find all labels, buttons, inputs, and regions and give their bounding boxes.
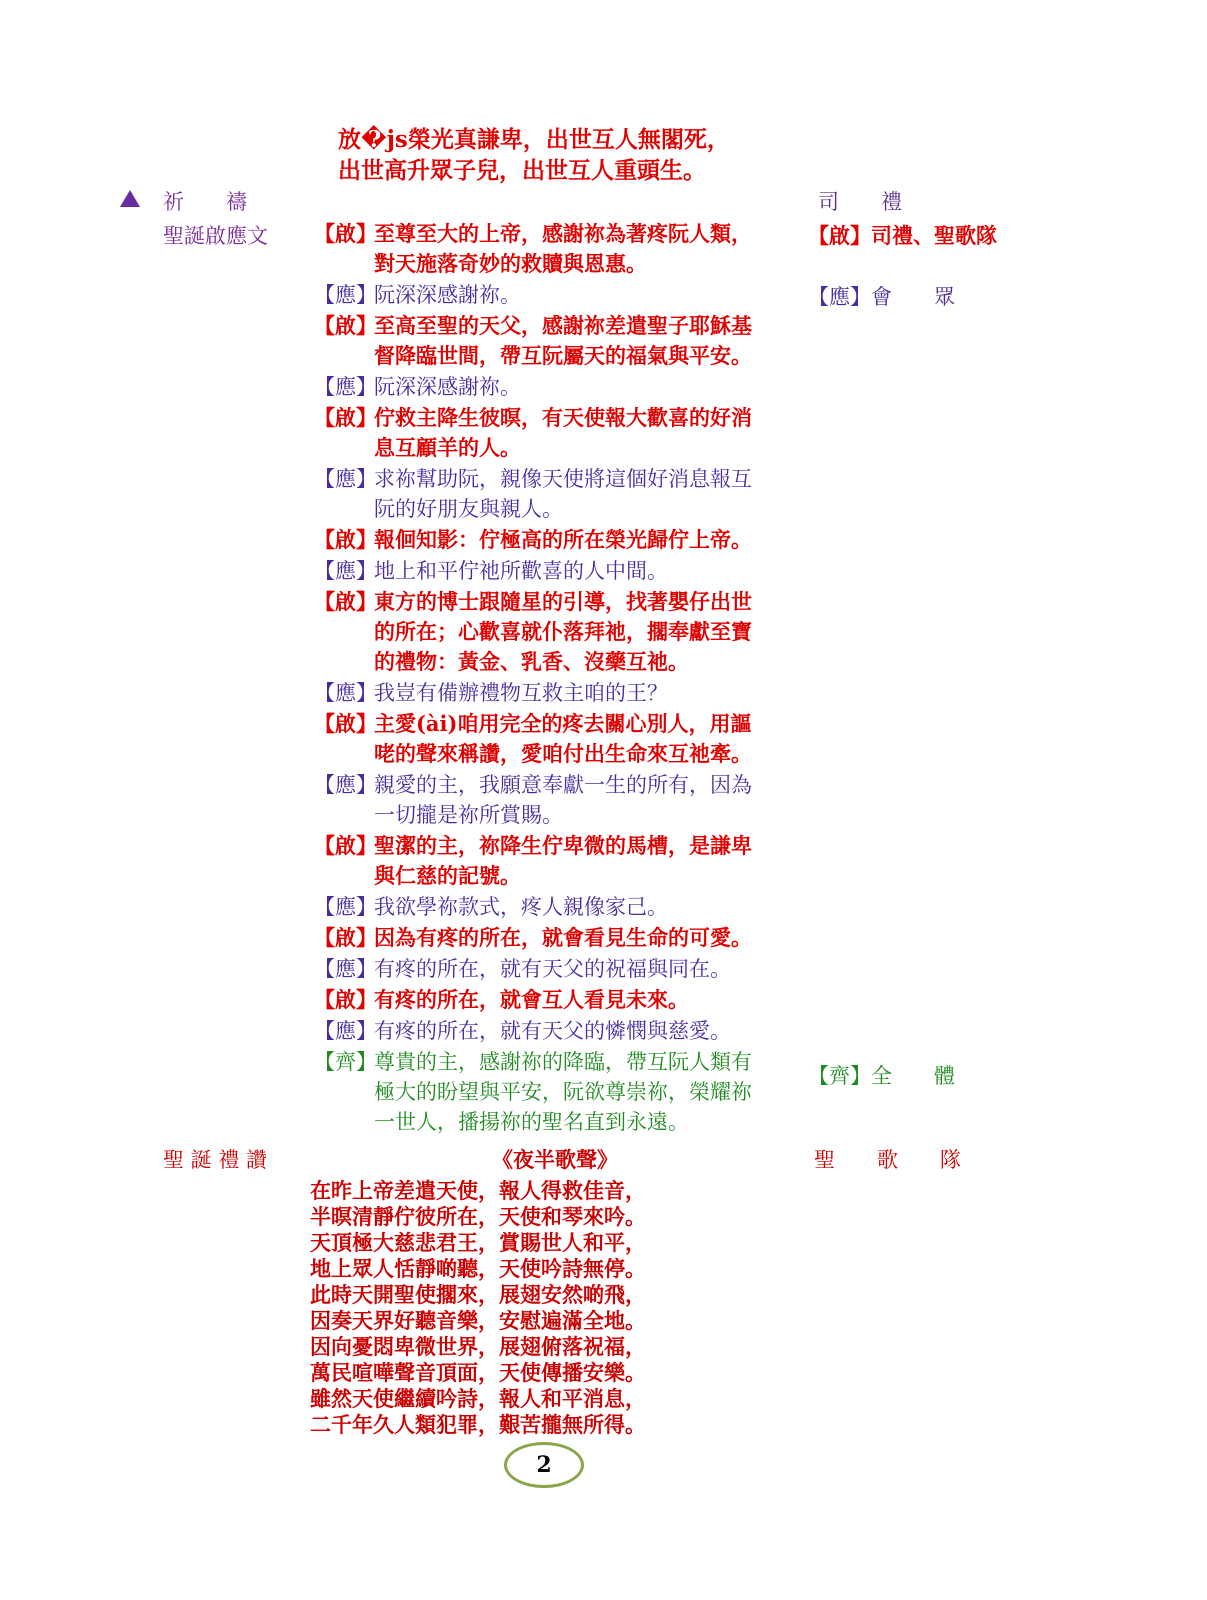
- responsive-text: 的禮物：黃金、乳香、沒藥互祂。: [374, 649, 689, 674]
- responsive-text: 督降臨世間，帶互阮屬天的福氣與平安。: [374, 343, 752, 368]
- responsive-line-continued: [314, 249, 804, 279]
- responsive-line-continued: [314, 1077, 804, 1107]
- responsive-resp-line: [314, 372, 804, 402]
- responsive-text: 我欲學祢款式，疼人親像家己。: [374, 895, 668, 919]
- responsive-line-continued: [314, 341, 804, 371]
- responsive-tag: 【應】: [314, 1019, 377, 1043]
- responsive-line-continued: [314, 433, 804, 463]
- responsive-text: 因為有疼的所在，就會看見生命的可愛。: [374, 925, 752, 950]
- responsive-lead-line: [314, 525, 804, 555]
- response-role: 【應】會 眾: [808, 285, 955, 309]
- responsive-tag: 【啟】: [314, 527, 377, 552]
- responsive-line-continued: [314, 617, 804, 647]
- responsive-text: 我豈有備辦禮物互救主咱的王？: [374, 681, 668, 705]
- carol-line: 此時天開聖使擱來，展翅安然啲飛，: [310, 1282, 646, 1307]
- responsive-line-first: [314, 403, 804, 433]
- responsive-resp-line: [314, 678, 804, 708]
- responsive-text: 與仁慈的記號。: [374, 863, 521, 888]
- opening-line-1: 放�js榮光真謙卑，出世互人無閣死，: [338, 126, 730, 153]
- carol-line: 二千年久人類犯罪，艱苦攏無所得。: [310, 1412, 646, 1437]
- responsive-lead-line: [314, 923, 804, 953]
- section-label-responsive: 聖誕啟應文: [163, 224, 268, 248]
- responsive-line-continued: [314, 739, 804, 769]
- carol-lyrics: [310, 1178, 646, 1438]
- responsive-tag: 【啟】: [314, 833, 377, 858]
- responsive-line-first: [314, 985, 804, 1015]
- responsive-line-continued: [314, 647, 804, 677]
- responsive-tag: 【應】: [314, 957, 377, 981]
- responsive-tag: 【應】: [314, 773, 377, 797]
- responsive-line-first: [314, 311, 804, 341]
- responsive-line-first: [314, 219, 804, 249]
- responsive-tag: 【應】: [314, 467, 377, 491]
- section-leader-prayer: 司 禮: [818, 190, 902, 214]
- carol-line: 因向憂悶卑微世界，展翅俯落祝福，: [310, 1334, 646, 1359]
- responsive-line-continued: [314, 800, 804, 830]
- carol-line: 半暝清靜佇彼所在，天使和琴來吟。: [310, 1204, 646, 1229]
- responsive-tag: 【齊】: [314, 1050, 377, 1074]
- responsive-reading: [314, 219, 804, 1138]
- responsive-text: 一切攏是祢所賞賜。: [374, 803, 563, 827]
- responsive-text: 聖潔的主，祢降生佇卑微的馬槽，是謙卑: [374, 833, 752, 858]
- anthem-performer: 聖 歌 隊: [814, 1148, 961, 1172]
- responsive-line-first: [314, 1047, 804, 1077]
- responsive-line-first: [314, 1016, 804, 1046]
- responsive-lead-line: [314, 311, 804, 371]
- responsive-lead-line: [314, 219, 804, 279]
- carol-line: 萬民喧嘩聲音頂面，天使傳播安樂。: [310, 1360, 646, 1385]
- responsive-resp-line: [314, 954, 804, 984]
- responsive-text: 的所在；心歡喜就仆落拜祂，擱奉獻至寶: [374, 619, 752, 644]
- responsive-text: 報佪知影：佇極高的所在榮光歸佇上帝。: [374, 527, 752, 552]
- page-number: [504, 1442, 584, 1488]
- responsive-text: 阮深深感謝祢。: [374, 375, 521, 399]
- triangle-icon: [120, 190, 140, 207]
- responsive-text: 息互顧羊的人。: [374, 435, 521, 460]
- responsive-text: 至高至聖的天父，感謝祢差遣聖子耶穌基: [374, 313, 752, 338]
- section-label-anthem: 聖 誕 禮 讚: [163, 1148, 268, 1172]
- responsive-line-first: [314, 280, 804, 310]
- anthem-title: 《夜半歌聲》: [492, 1147, 618, 1172]
- unison-role: 【齊】全 體: [808, 1064, 955, 1088]
- responsive-line-continued: [314, 1107, 804, 1137]
- responsive-line-first: [314, 892, 804, 922]
- responsive-line-first: [314, 372, 804, 402]
- responsive-text: 地上和平佇祂所歡喜的人中間。: [374, 559, 668, 583]
- responsive-tag: 【啟】: [314, 711, 377, 736]
- responsive-tag: 【啟】: [314, 925, 377, 950]
- section-label-prayer: 祈 禱: [163, 190, 247, 214]
- carol-line: 雖然天使繼續吟詩，報人和平消息，: [310, 1386, 646, 1411]
- responsive-line-first: [314, 709, 804, 739]
- responsive-lead-line: [314, 403, 804, 463]
- responsive-text: 親愛的主，我願意奉獻一生的所有，因為: [374, 773, 752, 797]
- responsive-tag: 【應】: [314, 375, 377, 399]
- responsive-line-first: [314, 464, 804, 494]
- responsive-text: 咾的聲來稱讚，愛咱付出生命來互祂牽。: [374, 741, 752, 766]
- responsive-text: 阮深深感謝祢。: [374, 283, 521, 307]
- responsive-text: 有疼的所在，就有天父的憐憫與慈愛。: [374, 1019, 731, 1043]
- responsive-text: 尊貴的主，感謝祢的降臨，帶互阮人類有: [374, 1050, 752, 1074]
- responsive-line-continued: [314, 861, 804, 891]
- responsive-resp-line: [314, 1016, 804, 1046]
- carol-line: 地上眾人恬靜啲聽，天使吟詩無停。: [310, 1256, 646, 1281]
- responsive-tag: 【應】: [314, 895, 377, 919]
- responsive-text: 阮的好朋友與親人。: [374, 497, 563, 521]
- responsive-resp-line: [314, 556, 804, 586]
- responsive-resp-line: [314, 464, 804, 524]
- responsive-lead-line: [314, 985, 804, 1015]
- responsive-line-first: [314, 831, 804, 861]
- responsive-tag: 【啟】: [314, 313, 377, 338]
- responsive-line-first: [314, 525, 804, 555]
- responsive-line-first: [314, 954, 804, 984]
- carol-line: 天頂極大慈悲君王，賞賜世人和平，: [310, 1230, 646, 1255]
- responsive-unison-line: [314, 1047, 804, 1137]
- page-number-text: 2: [536, 1452, 552, 1478]
- opening-line-2: 出世高升眾子兒，出世互人重頭生。: [338, 157, 706, 184]
- responsive-text: 主愛(ài)咱用完全的疼去關心別人，用謳: [374, 711, 752, 736]
- responsive-line-first: [314, 678, 804, 708]
- responsive-line-first: [314, 587, 804, 617]
- responsive-text: 求祢幫助阮，親像天使將這個好消息報互: [374, 467, 752, 491]
- responsive-text: 一世人，播揚祢的聖名直到永遠。: [374, 1110, 689, 1134]
- responsive-text: 東方的博士跟隨星的引導，找著嬰仔出世: [374, 589, 752, 614]
- responsive-text: 有疼的所在，就有天父的祝福與同在。: [374, 957, 731, 981]
- responsive-tag: 【應】: [314, 559, 377, 583]
- responsive-line-first: [314, 770, 804, 800]
- responsive-text: 極大的盼望與平安，阮欲尊崇祢，榮耀祢: [374, 1080, 752, 1104]
- responsive-lead-line: [314, 587, 804, 677]
- carol-line: 因奏天界好聽音樂，安慰遍滿全地。: [310, 1308, 646, 1333]
- responsive-text: 至尊至大的上帝，感謝祢為著疼阮人類，: [374, 221, 752, 246]
- leader-role: 【啟】司禮、聖歌隊: [808, 223, 997, 248]
- responsive-line-continued: [314, 494, 804, 524]
- responsive-resp-line: [314, 892, 804, 922]
- responsive-text: 有疼的所在，就會互人看見未來。: [374, 987, 689, 1012]
- responsive-tag: 【啟】: [314, 987, 377, 1012]
- responsive-lead-line: [314, 709, 804, 769]
- responsive-tag: 【應】: [314, 283, 377, 307]
- responsive-line-first: [314, 923, 804, 953]
- responsive-text: 對天施落奇妙的救贖與恩惠。: [374, 251, 647, 276]
- responsive-line-first: [314, 556, 804, 586]
- responsive-tag: 【啟】: [314, 221, 377, 246]
- responsive-resp-line: [314, 770, 804, 830]
- responsive-tag: 【應】: [314, 681, 377, 705]
- responsive-tag: 【啟】: [314, 589, 377, 614]
- responsive-text: 佇救主降生彼暝，有天使報大歡喜的好消: [374, 405, 752, 430]
- responsive-lead-line: [314, 831, 804, 891]
- carol-line: 在昨上帝差遣天使，報人得救佳音，: [310, 1178, 646, 1203]
- responsive-resp-line: [314, 280, 804, 310]
- responsive-tag: 【啟】: [314, 405, 377, 430]
